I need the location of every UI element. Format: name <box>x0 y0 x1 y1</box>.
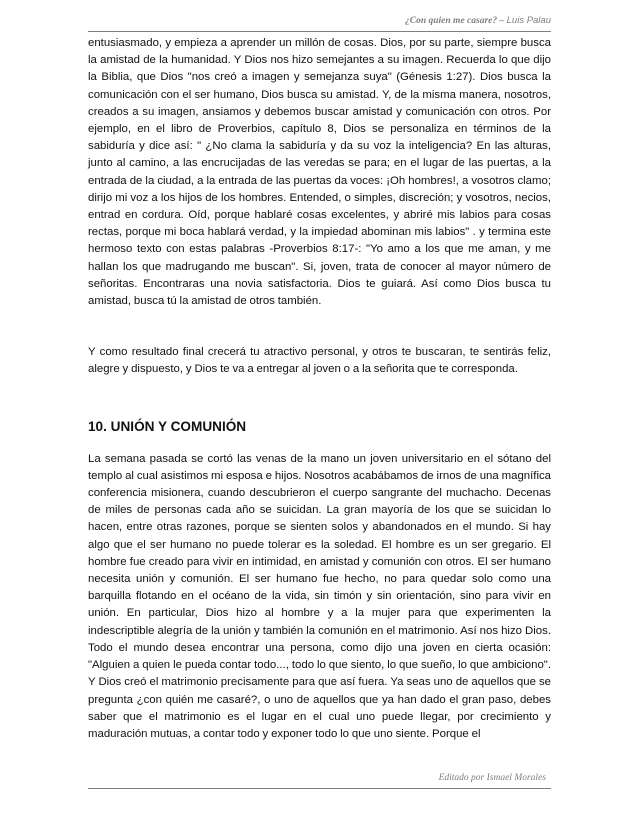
section-heading: 10. UNIÓN Y COMUNIÓN <box>88 418 247 434</box>
document-page <box>88 0 551 826</box>
page-body <box>88 35 551 743</box>
heading-spacer <box>88 437 551 451</box>
section-spacer <box>88 379 551 417</box>
footer-credit: Editado por Ismael Morales <box>438 773 546 783</box>
header-book-title: ¿Con quien me casare? – <box>405 16 507 26</box>
header-author: Luis Palau <box>506 15 551 26</box>
footer-rule <box>88 788 551 789</box>
paragraph-union: La semana pasada se cortó las venas de la mano un joven universitario en el sótano del templo al cual asistimos mi esposa e hijos. Nosotros acabábamos de irnos de una magnífica conferencia misionera, cuando descubrieron el cuerpo sangrante del muchacho. Decenas de miles de personas cada año se suicidan. La gran mayoría de los que se suicidan lo hacen, entre otras razones, porque se sienten solos y abandonados en el mundo. Si hay algo que el ser humano no puede tolerar es la soledad. El hombre es un ser gregario. El hombre fue creado para vivir en intimidad, en amistad y comunión con otros. El ser humano necesita unión y comunión. El ser humano fue hecho, no para quedar solo como una barquilla flotando en el océano de la vida, sin timón y sin orientación, sino para vivir en unión. En particular, Dios hizo al hombre y a la mujer para que experimenten la indescriptible alegría de la unión y también la comunión en el matrimonio. Así nos hizo Dios. Todo el mundo desea encontrar una persona, como dijo una joven en cierta ocasión: "Alguien a quien le pueda contar todo..., todo lo que siento, lo que sueño, lo que ambiciono". Y Dios creó el matrimonio precisamente para que así fuera. Ya seas uno de aquellos que se pregunta ¿con quién me casaré?, o uno de aquellos que ya han dado el gran paso, debes saber que el matrimonio es el lugar en el cual uno puede llegar, por crecimiento y maduración mutuas, a contar todo y exponer todo lo que uno siente. Porque el <box>88 452 551 740</box>
paragraph-result: Y como resultado final crecerá tu atractivo personal, y otros te buscaran, te sentirás feliz, alegre y dispuesto, y Dios te va a entregar al joven o a la señorita que te corresponda. <box>88 346 551 376</box>
paragraph-friendship: entusiasmado, y empieza a aprender un millón de cosas. Dios, por su parte, siempre busca la amistad de la humanidad. Y Dios nos hizo semejantes a su imagen. Recuerda lo que dijo la Biblia, que Dios "nos creó a imagen y semejanza suya" (Génesis 1:27). Dios busca la comunicación con el ser humano, Dios busca su amistad. Y, de la misma manera, nosotros, creados a su imagen, ansiamos y debemos buscar amistad y comunicación con otros. Por ejemplo, en el libro de Proverbios, capítulo 8, Dios se personaliza en términos de la sabiduría y dice así: " ¿No clama la sabiduría y da su voz la inteligencia? En las alturas, junto al camino, a las encrucijadas de las veredas se para; en el lugar de las puertas, a la entrada de la ciudad, a la entrada de las puertas da voces: ¡Oh hombres!, a vosotros clamo; dirijo mi voz a los hijos de los hombres. Entended, o simples, discreción; y vosotros, necios, entrad en cordura. Oíd, porque hablaré cosas excelentes, y abriré mis labios para cosas rectas, porque mi boca hablará verdad, y la impiedad abominan mis labios" . y termina este hermoso texto con estas palabras -Proverbios 8:17-: "Yo amo a los que me aman, y me hallan los que madrugando me buscan". Si, joven, trata de conocer al mayor número de señoritas. Encontraras una novia satisfactoria. Dios te guiará. Así como Dios busca tu amistad, busca tú la amistad de otros también. <box>88 37 551 308</box>
paragraph-spacer <box>88 310 551 344</box>
header-rule <box>88 31 551 32</box>
running-header <box>88 14 551 28</box>
